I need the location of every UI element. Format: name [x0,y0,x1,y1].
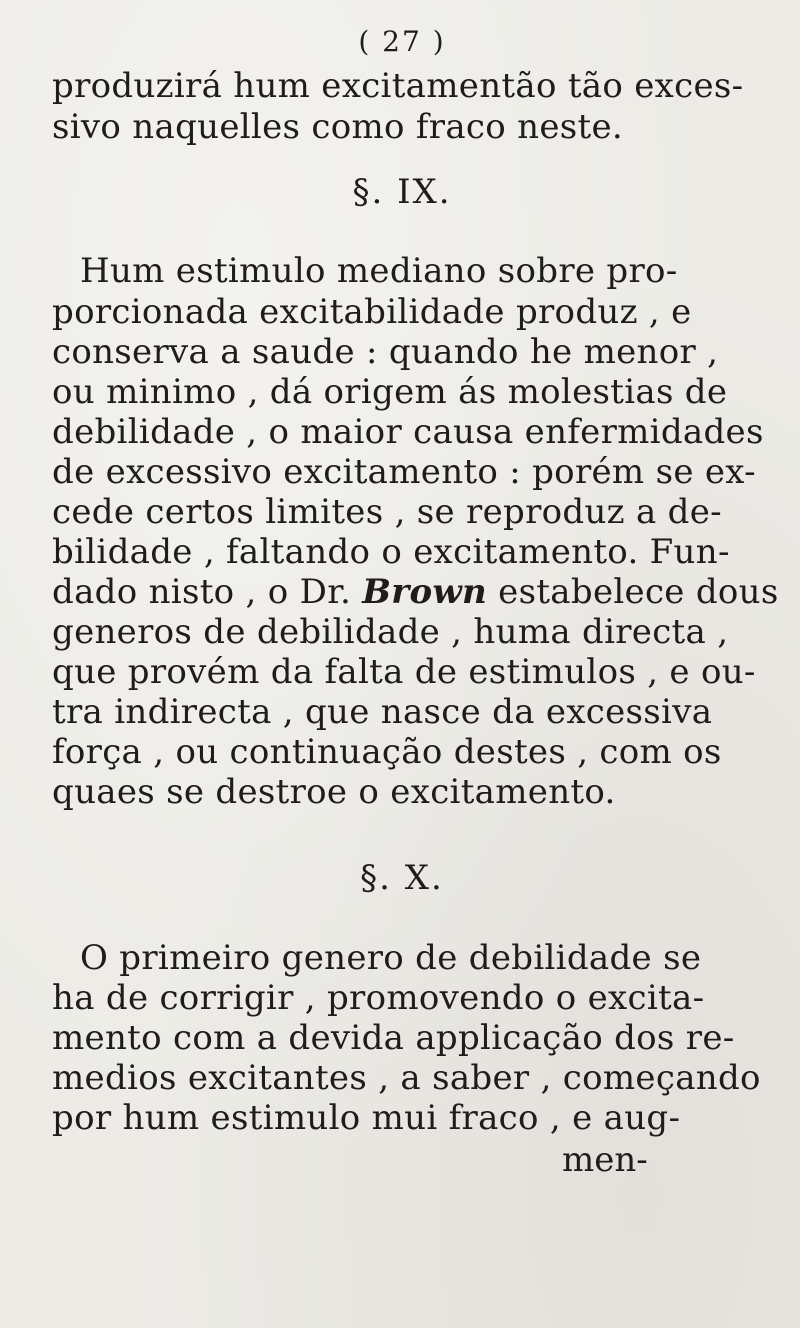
text-line: debilidade , o maior causa enfermidades [52,412,764,452]
text-line: cede certos limites , se reproduz a de- [52,492,722,532]
catchword: men- [562,1140,648,1180]
text-line: sivo naquelles como fraco neste. [52,107,623,147]
text-line: generos de debilidade , huma directa , [52,612,729,652]
text-line: quaes se destroe o excitamento. [52,772,616,812]
text-line: Hum estimulo mediano sobre pro- [80,251,678,291]
text-line: força , ou continuação destes , com os [52,732,722,772]
text-line: porcionada excitabilidade produz , e [52,292,692,332]
section-heading-x: §. X. [360,858,444,898]
text-line: tra indirecta , que nasce da excessiva [52,692,713,732]
page-number: ( 27 ) [358,25,446,58]
text-line: produzirá hum excitamentão tão exces- [52,66,744,106]
text-line: que provém da falta de estimulos , e ou- [52,652,756,692]
text-line: bilidade , faltando o excitamento. Fun- [52,532,730,572]
text-line: ou minimo , dá origem ás molestias de [52,372,728,412]
text-line: por hum estimulo mui fraco , e aug- [52,1098,681,1138]
author-name-brown: Brown [362,572,488,612]
text-line: mento com a devida applicação dos re- [52,1018,735,1058]
text-line: medios excitantes , a saber , começando [52,1058,761,1098]
text-line: de excessivo excitamento : porém se ex- [52,452,756,492]
text-line-with-name [52,572,779,612]
text-fragment: estabelece dous [487,572,779,612]
section-heading-ix: §. IX. [352,172,452,212]
text-line: conserva a saude : quando he menor , [52,332,719,372]
text-line: O primeiro genero de debilidade se [80,938,702,978]
text-line: ha de corrigir , promovendo o excita- [52,978,705,1018]
text-fragment: dado nisto , o Dr. [52,572,363,612]
